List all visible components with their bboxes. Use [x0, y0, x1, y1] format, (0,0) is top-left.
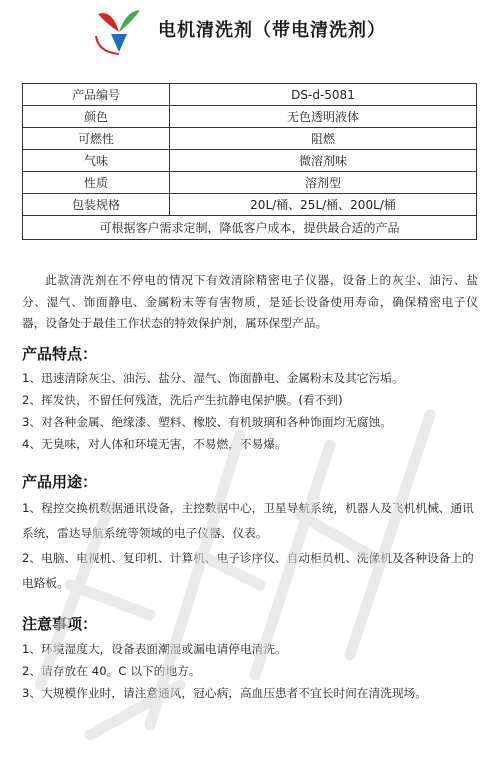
list-item: 1、程控交换机数据通讯设备，主控数据中心，卫星导航系统，机器人及飞机机械、通讯系统，雷达导航系统等领域的电子仪器、仪表。: [22, 500, 474, 540]
features-list: [22, 367, 478, 455]
list-item: 1、环境湿度大，设备表面潮湿或漏电请停电清洗。: [22, 641, 287, 656]
table-row: [23, 84, 477, 106]
list-item: 4、无臭味，对人体和环境无害，不易燃，不易爆。: [22, 436, 287, 451]
list-item: 2、挥发快，不留任何残渣，洗后产生抗静电保护膜。(看不到): [22, 392, 343, 407]
list-item: 2、电脑、电视机、复印机、计算机、电子诊序仪、自动柜员机、洗像机及各种设备上的电路板。: [22, 550, 474, 590]
spec-value: 无色透明液体: [170, 106, 477, 128]
list-item: 2、请存放在 40。C 以下的地方。: [22, 663, 201, 678]
uses-heading: 产品用途：: [22, 472, 98, 491]
uses-list: [22, 496, 478, 596]
company-logo-icon: [92, 6, 146, 56]
table-row: [23, 172, 477, 194]
page-title: 电机清洗剂（带电清洗剂）: [158, 20, 386, 41]
spec-key: 可燃性: [23, 128, 170, 150]
spec-key: 包装规格: [23, 194, 170, 216]
spec-key: 颜色: [23, 106, 170, 128]
notes-list: [22, 638, 478, 704]
table-row: [23, 194, 477, 216]
list-item: 3、对各种金属、绝缘漆、塑料、橡胶、有机玻璃和各种饰面均无腐蚀。: [22, 414, 392, 429]
spec-table: [22, 83, 477, 240]
header: [0, 0, 498, 62]
features-heading: 产品特点：: [22, 344, 98, 363]
spec-key: 气味: [23, 150, 170, 172]
spec-value: DS-d-5081: [170, 84, 477, 106]
custom-note: 可根据客户需求定制，降低客户成本，提供最合适的产品: [23, 216, 477, 240]
notes-heading: 注意事项：: [22, 614, 98, 633]
spec-key: 产品编号: [23, 84, 170, 106]
table-row: [23, 150, 477, 172]
table-row: [23, 216, 477, 240]
spec-key: 性质: [23, 172, 170, 194]
spec-value: 20L/桶、25L/桶、200L/桶: [170, 194, 477, 216]
list-item: 3、大规模作业时，请注意通风，冠心病，高血压患者不宜长时间在清洗现场。: [22, 685, 428, 700]
spec-value: 微溶剂味: [170, 150, 477, 172]
table-row: [23, 128, 477, 150]
list-item: 1、迅速清除灰尘、油污、盐分、湿气、饰面静电、金属粉末及其它污垢。: [22, 370, 404, 385]
intro-paragraph: 此款清洗剂在不停电的情况下有效清除精密电子仪器，设备上的灰尘、油污、盐分、湿气、饰面静电、金属粉末等有害物质，是延长设备使用寿命，确保精密电子仪器，设备处于最佳工作状态的特效保护剂，属环保型产品。: [22, 273, 478, 330]
content: [22, 270, 478, 704]
table-row: [23, 106, 477, 128]
spec-value: 阻燃: [170, 128, 477, 150]
spec-value: 溶剂型: [170, 172, 477, 194]
